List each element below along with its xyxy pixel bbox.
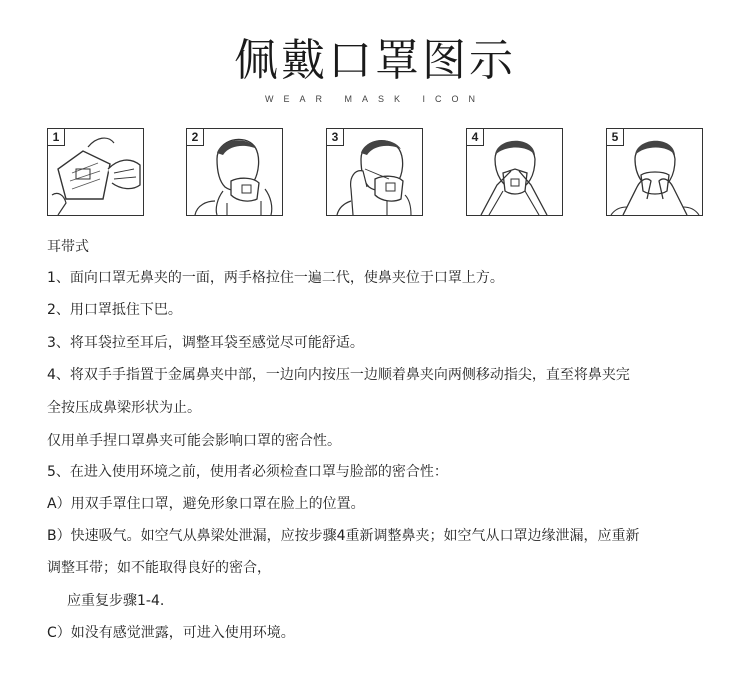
instructions-heading: 耳带式 (47, 239, 89, 255)
step-4-panel (466, 128, 563, 216)
step-2-panel (186, 128, 283, 216)
step-number: 1 (48, 129, 65, 146)
step-1-panel (47, 128, 144, 216)
instruction-line: C）如没有感觉泄露，可进入使用环境。 (47, 625, 295, 641)
instruction-line: B）快速吸气。如空气从鼻梁处泄漏，应按步骤4重新调整鼻夹；如空气从口罩边缘泄漏，应重新 (47, 528, 640, 544)
step-number: 2 (187, 129, 204, 146)
instruction-line: 调整耳带；如不能取得良好的密合， (47, 560, 271, 576)
instruction-line: 5、在进入使用环境之前，使用者必须检查口罩与脸部的密合性： (47, 464, 448, 480)
instruction-line: 2、用口罩抵住下巴。 (47, 302, 182, 318)
step-number: 3 (327, 129, 344, 146)
step-number: 5 (607, 129, 624, 146)
instruction-line: 全按压成鼻梁形状为止。 (47, 400, 201, 416)
step-number: 4 (467, 129, 484, 146)
page-subtitle: WEAR MASK ICON (264, 94, 485, 104)
step-3-panel (326, 128, 423, 216)
instruction-line: 1、面向口罩无鼻夹的一面，两手格拉住一遍二代，使鼻夹位于口罩上方。 (47, 270, 504, 286)
page-title: 佩戴口罩图示 (234, 35, 516, 86)
instruction-line: 4、将双手手指置于金属鼻夹中部，一边向内按压一边顺着鼻夹向两侧移动指尖，直至将鼻夹完 (47, 367, 630, 383)
instruction-line: 应重复步骤1-4. (67, 593, 165, 609)
instruction-line: 3、将耳袋拉至耳后，调整耳袋至感觉尽可能舒适。 (47, 335, 364, 351)
step-5-panel (606, 128, 703, 216)
instruction-line: A）用双手罩住口罩，避免形象口罩在脸上的位置。 (47, 496, 365, 512)
instruction-line: 仅用单手捏口罩鼻夹可能会影响口罩的密合性。 (47, 433, 341, 449)
